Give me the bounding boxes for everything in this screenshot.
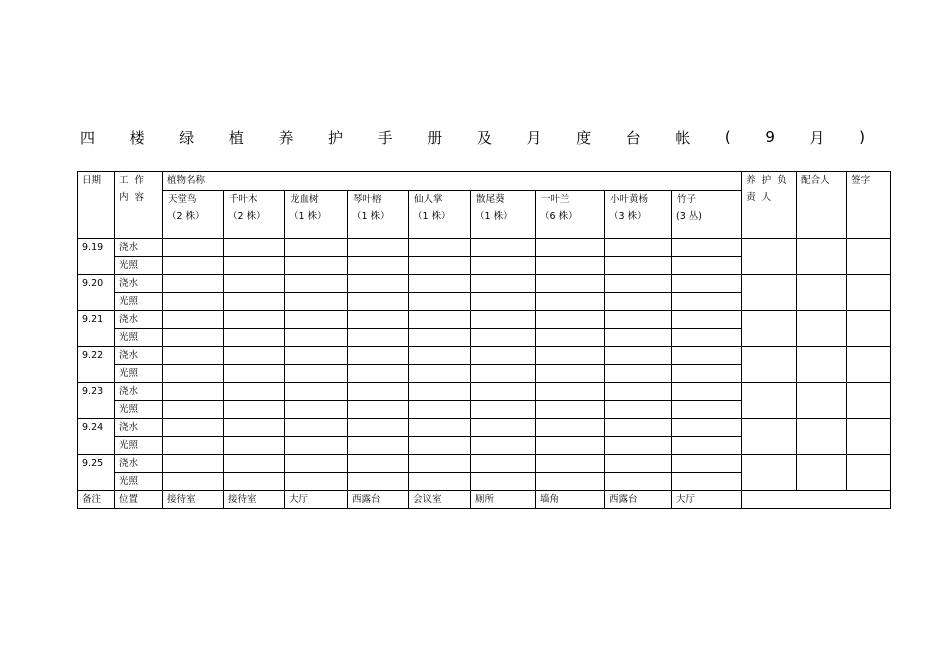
plant-count: （2 株） bbox=[228, 211, 266, 222]
plant-header-cell bbox=[224, 191, 285, 239]
assistant-cell[interactable] bbox=[797, 239, 847, 275]
care-entry-cell[interactable] bbox=[605, 437, 672, 455]
care-entry-cell[interactable] bbox=[348, 257, 409, 275]
care-entry-cell[interactable] bbox=[605, 401, 672, 419]
caretaker-cell[interactable] bbox=[742, 455, 797, 491]
table-row bbox=[78, 311, 891, 329]
care-entry-cell[interactable] bbox=[224, 383, 285, 401]
care-entry-cell[interactable] bbox=[672, 365, 742, 383]
care-entry-cell[interactable] bbox=[605, 383, 672, 401]
assistant-cell[interactable] bbox=[797, 311, 847, 347]
care-entry-cell[interactable] bbox=[672, 347, 742, 365]
table-row bbox=[78, 275, 891, 293]
date-cell: 9.23 bbox=[78, 383, 115, 419]
signature-cell[interactable] bbox=[847, 311, 891, 347]
care-entry-cell[interactable] bbox=[605, 329, 672, 347]
task-cell: 浇水 bbox=[115, 239, 163, 257]
care-entry-cell[interactable] bbox=[471, 311, 536, 329]
plant-name: 仙人掌 bbox=[414, 194, 443, 205]
care-entry-cell[interactable] bbox=[163, 365, 224, 383]
table-row bbox=[78, 383, 891, 401]
task-cell: 浇水 bbox=[115, 383, 163, 401]
plant-name: 散尾葵 bbox=[476, 194, 505, 205]
care-entry-cell[interactable] bbox=[163, 239, 224, 257]
care-entry-cell[interactable] bbox=[471, 419, 536, 437]
care-entry-cell[interactable] bbox=[605, 473, 672, 491]
care-entry-cell[interactable] bbox=[348, 329, 409, 347]
care-entry-cell[interactable] bbox=[409, 257, 471, 275]
care-entry-cell[interactable] bbox=[163, 257, 224, 275]
assistant-cell[interactable] bbox=[797, 455, 847, 491]
plant-count: （1 株） bbox=[352, 211, 390, 222]
care-entry-cell[interactable] bbox=[224, 437, 285, 455]
care-entry-cell[interactable] bbox=[536, 473, 605, 491]
care-entry-cell[interactable] bbox=[471, 455, 536, 473]
title-char: 护 bbox=[328, 128, 344, 147]
care-entry-cell[interactable] bbox=[348, 383, 409, 401]
title-char: 度 bbox=[576, 128, 592, 147]
header-plant-names: 植物名称 bbox=[163, 172, 742, 191]
task-cell: 浇水 bbox=[115, 347, 163, 365]
care-entry-cell[interactable] bbox=[285, 257, 348, 275]
date-cell: 9.20 bbox=[78, 275, 115, 311]
care-entry-cell[interactable] bbox=[536, 347, 605, 365]
care-entry-cell[interactable] bbox=[224, 473, 285, 491]
plant-header-cell bbox=[348, 191, 409, 239]
location-cell: 大厅 bbox=[672, 491, 742, 509]
care-entry-cell[interactable] bbox=[672, 401, 742, 419]
title-char: ) bbox=[859, 128, 865, 146]
care-entry-cell[interactable] bbox=[471, 365, 536, 383]
care-entry-cell[interactable] bbox=[471, 257, 536, 275]
care-entry-cell[interactable] bbox=[471, 329, 536, 347]
care-entry-cell[interactable] bbox=[163, 293, 224, 311]
care-entry-cell[interactable] bbox=[471, 239, 536, 257]
care-entry-cell[interactable] bbox=[224, 239, 285, 257]
care-entry-cell[interactable] bbox=[348, 455, 409, 473]
task-cell: 浇水 bbox=[115, 311, 163, 329]
caretaker-cell[interactable] bbox=[742, 383, 797, 419]
care-entry-cell[interactable] bbox=[605, 275, 672, 293]
task-cell: 浇水 bbox=[115, 455, 163, 473]
care-entry-cell[interactable] bbox=[672, 455, 742, 473]
care-entry-cell[interactable] bbox=[224, 365, 285, 383]
location-cell: 会议室 bbox=[409, 491, 471, 509]
care-entry-cell[interactable] bbox=[409, 473, 471, 491]
location-cell: 厕所 bbox=[471, 491, 536, 509]
care-entry-cell[interactable] bbox=[536, 311, 605, 329]
care-entry-cell[interactable] bbox=[224, 311, 285, 329]
care-entry-cell[interactable] bbox=[471, 473, 536, 491]
date-cell: 9.21 bbox=[78, 311, 115, 347]
header-caretaker: 养护负责人 bbox=[742, 172, 797, 239]
plant-name: 一叶兰 bbox=[541, 194, 570, 205]
footer-sublabel: 位置 bbox=[115, 491, 163, 509]
care-entry-cell[interactable] bbox=[224, 401, 285, 419]
care-entry-cell[interactable] bbox=[605, 311, 672, 329]
care-entry-cell[interactable] bbox=[409, 365, 471, 383]
location-cell: 接待室 bbox=[163, 491, 224, 509]
care-entry-cell[interactable] bbox=[163, 455, 224, 473]
care-entry-cell[interactable] bbox=[224, 257, 285, 275]
care-entry-cell[interactable] bbox=[348, 347, 409, 365]
care-entry-cell[interactable] bbox=[471, 383, 536, 401]
care-entry-cell[interactable] bbox=[285, 383, 348, 401]
caretaker-cell[interactable] bbox=[742, 419, 797, 455]
plant-name: 竹子 bbox=[677, 194, 697, 205]
plant-header-cell bbox=[536, 191, 605, 239]
signature-cell[interactable] bbox=[847, 347, 891, 383]
care-entry-cell[interactable] bbox=[409, 311, 471, 329]
title-char: 月 bbox=[809, 128, 825, 147]
title-char: 四 bbox=[80, 128, 96, 147]
care-entry-cell[interactable] bbox=[605, 257, 672, 275]
title-char: 植 bbox=[228, 128, 244, 147]
footer-empty-cell bbox=[742, 491, 891, 509]
care-entry-cell[interactable] bbox=[672, 473, 742, 491]
care-entry-cell[interactable] bbox=[348, 293, 409, 311]
care-entry-cell[interactable] bbox=[471, 293, 536, 311]
plant-count: (3 丛) bbox=[676, 211, 702, 222]
plant-header-cell bbox=[285, 191, 348, 239]
care-entry-cell[interactable] bbox=[605, 293, 672, 311]
care-entry-cell[interactable] bbox=[224, 293, 285, 311]
care-entry-cell[interactable] bbox=[536, 365, 605, 383]
plant-count: （1 株） bbox=[413, 211, 451, 222]
care-entry-cell[interactable] bbox=[471, 275, 536, 293]
task-cell: 光照 bbox=[115, 293, 163, 311]
task-cell: 光照 bbox=[115, 329, 163, 347]
care-entry-cell[interactable] bbox=[285, 401, 348, 419]
care-entry-cell[interactable] bbox=[409, 383, 471, 401]
care-entry-cell[interactable] bbox=[224, 347, 285, 365]
care-entry-cell[interactable] bbox=[605, 239, 672, 257]
caretaker-cell[interactable] bbox=[742, 239, 797, 275]
assistant-cell[interactable] bbox=[797, 347, 847, 383]
care-entry-cell[interactable] bbox=[536, 419, 605, 437]
table-row bbox=[78, 419, 891, 437]
location-cell: 墙角 bbox=[536, 491, 605, 509]
care-entry-cell[interactable] bbox=[163, 473, 224, 491]
care-entry-cell[interactable] bbox=[348, 419, 409, 437]
task-cell: 光照 bbox=[115, 401, 163, 419]
care-entry-cell[interactable] bbox=[536, 275, 605, 293]
care-entry-cell[interactable] bbox=[672, 437, 742, 455]
header-date: 日期 bbox=[78, 172, 115, 239]
care-entry-cell[interactable] bbox=[471, 347, 536, 365]
assistant-cell[interactable] bbox=[797, 383, 847, 419]
care-entry-cell[interactable] bbox=[163, 437, 224, 455]
care-entry-cell[interactable] bbox=[672, 383, 742, 401]
care-entry-cell[interactable] bbox=[605, 419, 672, 437]
signature-cell[interactable] bbox=[847, 275, 891, 311]
care-entry-cell[interactable] bbox=[285, 365, 348, 383]
plant-header-cell bbox=[409, 191, 471, 239]
date-cell: 9.19 bbox=[78, 239, 115, 275]
date-cell: 9.22 bbox=[78, 347, 115, 383]
care-entry-cell[interactable] bbox=[285, 419, 348, 437]
location-cell: 西露台 bbox=[348, 491, 409, 509]
care-entry-cell[interactable] bbox=[471, 437, 536, 455]
care-entry-cell[interactable] bbox=[348, 401, 409, 419]
page-title bbox=[80, 126, 865, 148]
task-cell: 光照 bbox=[115, 437, 163, 455]
plant-count: （6 株） bbox=[540, 211, 578, 222]
caretaker-cell[interactable] bbox=[742, 347, 797, 383]
title-char: 手 bbox=[377, 128, 393, 147]
task-cell: 光照 bbox=[115, 257, 163, 275]
title-char: 楼 bbox=[129, 128, 145, 147]
care-entry-cell[interactable] bbox=[672, 275, 742, 293]
date-rows bbox=[78, 239, 891, 491]
care-entry-cell[interactable] bbox=[471, 401, 536, 419]
care-entry-cell[interactable] bbox=[409, 437, 471, 455]
care-entry-cell[interactable] bbox=[672, 239, 742, 257]
title-char: 9 bbox=[765, 128, 775, 146]
task-cell: 浇水 bbox=[115, 419, 163, 437]
care-entry-cell[interactable] bbox=[536, 293, 605, 311]
care-entry-cell[interactable] bbox=[285, 239, 348, 257]
title-char: 台 bbox=[625, 128, 641, 147]
care-entry-cell[interactable] bbox=[285, 455, 348, 473]
plant-header-cell bbox=[471, 191, 536, 239]
care-entry-cell[interactable] bbox=[672, 293, 742, 311]
care-entry-cell[interactable] bbox=[672, 311, 742, 329]
care-entry-cell[interactable] bbox=[224, 455, 285, 473]
signature-cell[interactable] bbox=[847, 455, 891, 491]
care-entry-cell[interactable] bbox=[348, 437, 409, 455]
plant-count: （1 株） bbox=[475, 211, 513, 222]
plant-header-cell bbox=[163, 191, 224, 239]
care-entry-cell[interactable] bbox=[536, 401, 605, 419]
care-entry-cell[interactable] bbox=[536, 383, 605, 401]
care-entry-cell[interactable] bbox=[672, 329, 742, 347]
care-entry-cell[interactable] bbox=[536, 329, 605, 347]
signature-cell[interactable] bbox=[847, 383, 891, 419]
care-entry-cell[interactable] bbox=[409, 455, 471, 473]
signature-cell[interactable] bbox=[847, 419, 891, 455]
title-char: ( bbox=[724, 128, 731, 146]
header-assistant: 配合人 bbox=[797, 172, 847, 239]
care-entry-cell[interactable] bbox=[163, 401, 224, 419]
care-entry-cell[interactable] bbox=[163, 311, 224, 329]
care-entry-cell[interactable] bbox=[536, 239, 605, 257]
care-entry-cell[interactable] bbox=[285, 347, 348, 365]
care-entry-cell[interactable] bbox=[348, 311, 409, 329]
care-entry-cell[interactable] bbox=[224, 275, 285, 293]
title-char: 绿 bbox=[179, 128, 195, 147]
care-entry-cell[interactable] bbox=[285, 329, 348, 347]
care-entry-cell[interactable] bbox=[409, 401, 471, 419]
plant-name: 天堂鸟 bbox=[168, 194, 197, 205]
plant-header-cell bbox=[672, 191, 742, 239]
assistant-cell[interactable] bbox=[797, 275, 847, 311]
table-row bbox=[78, 347, 891, 365]
table-row bbox=[78, 455, 891, 473]
plant-count: （1 株） bbox=[289, 211, 327, 222]
footer-label: 备注 bbox=[78, 491, 115, 509]
care-entry-cell[interactable] bbox=[224, 329, 285, 347]
caretaker-cell[interactable] bbox=[742, 311, 797, 347]
title-char: 帐 bbox=[675, 128, 691, 147]
caretaker-cell[interactable] bbox=[742, 275, 797, 311]
care-entry-cell[interactable] bbox=[348, 275, 409, 293]
care-entry-cell[interactable] bbox=[285, 293, 348, 311]
care-entry-cell[interactable] bbox=[285, 311, 348, 329]
header-signature: 签字 bbox=[847, 172, 891, 239]
date-cell: 9.25 bbox=[78, 455, 115, 491]
task-cell: 光照 bbox=[115, 473, 163, 491]
care-entry-cell[interactable] bbox=[536, 257, 605, 275]
plant-name: 琴叶榕 bbox=[353, 194, 382, 205]
location-cell: 大厅 bbox=[285, 491, 348, 509]
care-entry-cell[interactable] bbox=[163, 329, 224, 347]
date-cell: 9.24 bbox=[78, 419, 115, 455]
care-entry-cell[interactable] bbox=[605, 365, 672, 383]
plant-name: 千叶木 bbox=[229, 194, 258, 205]
care-entry-cell[interactable] bbox=[409, 239, 471, 257]
care-entry-cell[interactable] bbox=[163, 419, 224, 437]
care-entry-cell[interactable] bbox=[605, 455, 672, 473]
care-entry-cell[interactable] bbox=[348, 365, 409, 383]
plant-count: （2 株） bbox=[167, 211, 205, 222]
footer-row bbox=[78, 491, 891, 509]
signature-cell[interactable] bbox=[847, 239, 891, 275]
task-cell: 浇水 bbox=[115, 275, 163, 293]
plant-name: 小叶黄杨 bbox=[610, 194, 649, 205]
care-entry-cell[interactable] bbox=[672, 419, 742, 437]
care-entry-cell[interactable] bbox=[163, 383, 224, 401]
location-cell: 接待室 bbox=[224, 491, 285, 509]
plant-header-cell bbox=[605, 191, 672, 239]
plant-name: 龙血树 bbox=[290, 194, 319, 205]
assistant-cell[interactable] bbox=[797, 419, 847, 455]
care-entry-cell[interactable] bbox=[672, 257, 742, 275]
care-entry-cell[interactable] bbox=[409, 275, 471, 293]
care-entry-cell[interactable] bbox=[605, 347, 672, 365]
location-cell: 西露台 bbox=[605, 491, 672, 509]
title-char: 月 bbox=[526, 128, 542, 147]
table-row bbox=[78, 239, 891, 257]
care-entry-cell[interactable] bbox=[163, 347, 224, 365]
care-entry-cell[interactable] bbox=[536, 455, 605, 473]
care-entry-cell[interactable] bbox=[536, 437, 605, 455]
header-work: 工作内容 bbox=[115, 172, 163, 239]
title-char: 册 bbox=[427, 128, 443, 147]
care-entry-cell[interactable] bbox=[409, 419, 471, 437]
title-char: 养 bbox=[278, 128, 294, 147]
care-entry-cell[interactable] bbox=[348, 239, 409, 257]
care-entry-cell[interactable] bbox=[409, 347, 471, 365]
care-entry-cell[interactable] bbox=[163, 275, 224, 293]
care-entry-cell[interactable] bbox=[348, 473, 409, 491]
care-entry-cell[interactable] bbox=[285, 275, 348, 293]
care-entry-cell[interactable] bbox=[409, 329, 471, 347]
care-entry-cell[interactable] bbox=[285, 473, 348, 491]
care-entry-cell[interactable] bbox=[409, 293, 471, 311]
care-entry-cell[interactable] bbox=[224, 419, 285, 437]
task-cell: 光照 bbox=[115, 365, 163, 383]
plant-count: （3 株） bbox=[609, 211, 647, 222]
care-ledger-table bbox=[77, 171, 891, 509]
care-entry-cell[interactable] bbox=[285, 437, 348, 455]
title-char: 及 bbox=[476, 128, 492, 147]
